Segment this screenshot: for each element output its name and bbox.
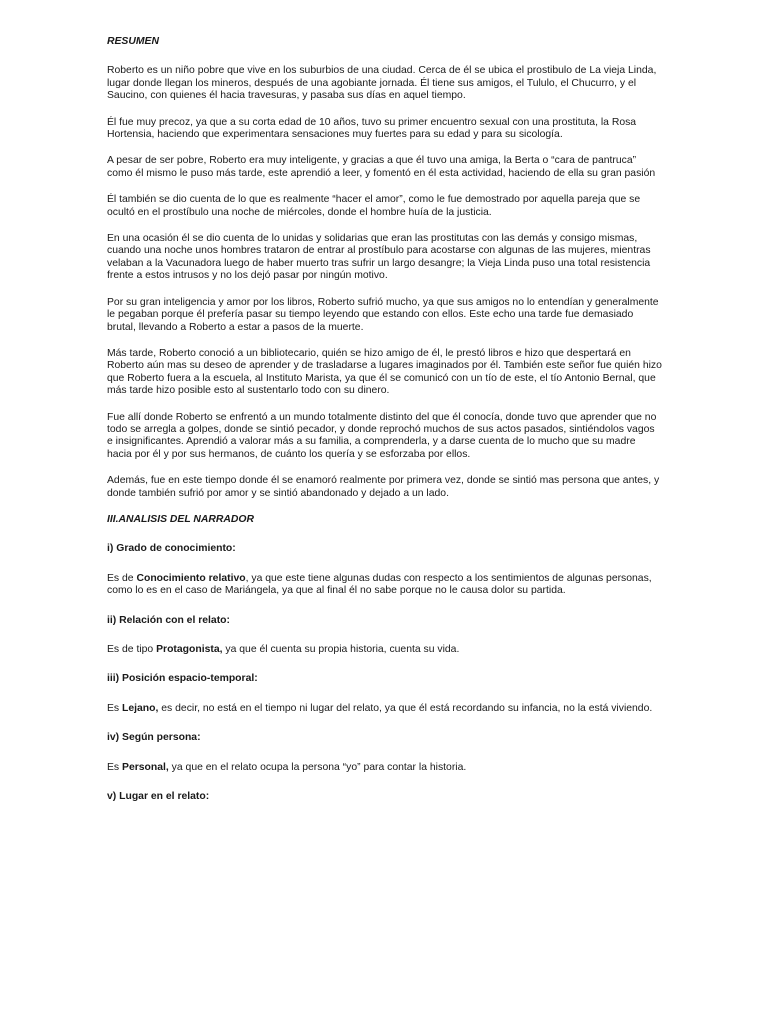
summary-paragraph: En una ocasión él se dio cuenta de lo unidas y solidarias que eran las prostitutas con las demás y consigo mismas, cuando una noche unos hombres trataron de entrar al prostíbulo para acostarse con algunas de las mujeres, mientras velaban a la Vacunadora luego de haber muerto tras sufrir un largo desangre; la Vieja Linda puso una total resistencia frente a estos intrusos y no los dejó pasar por ningún motivo.: [107, 233, 651, 282]
summary-paragraph: Más tarde, Roberto conoció a un bibliotecario, quién se hizo amigo de él, le prestó libros e hizo que despertará en Roberto aún mas su deseo de aprender y de trasladarse a lugares imaginados por él. También este señor fue quién hizo que Roberto fuera a la escuela, al Instituto Marista, ya que él se comunicó con un tío de este, el tío Antonio Bernal, que más tarde hizo posible esto al sustentarlo todo con su dinero.: [107, 347, 662, 397]
answer-keyword: Lejano,: [122, 702, 159, 714]
summary-paragraph: Por su gran inteligencia y amor por los libros, Roberto sufrió mucho, ya que sus amigos no lo entendían y generalmente le pegaban porque él prefería pasar su tiempo leyendo que estando con ellos. Este echo una tarde fue demasiado brutal, llevando a Roberto a estar a pasos de la muerte.: [107, 296, 659, 333]
summary-paragraph: Fue allí donde Roberto se enfrentó a un mundo totalmente distinto del que él conocía, donde tuvo que aprender que no todo se arregla a golpes, donde se sintió pecador, y donde reprochó muchos de sus actos pasados, sintiéndolos vagos e insignificantes. Aprendió a valorar más a su familia, a comprenderla, y a darse cuenta de lo mucho que su madre hacia por él y por sus hermanos, de cuánto los quería y se esforzaba por ellos.: [107, 411, 657, 460]
summary-heading: RESUMEN: [107, 36, 159, 47]
summary-paragraph: Además, fue en este tiempo donde él se enamoró realmente por primera vez, donde se sintió mas persona que antes, y donde también sufrió por amor y se sintió abandonado y dejado a un lado.: [107, 475, 660, 499]
item-answer: [107, 762, 663, 774]
answer-keyword: Protagonista,: [156, 644, 223, 655]
item-heading: iv) Según persona:: [107, 732, 201, 744]
answer-text: ya que en el relato ocupa la persona “yo” para contar la historia.: [168, 761, 467, 773]
answer-prefix: Es: [107, 702, 123, 714]
answer-prefix: Es: [107, 761, 123, 773]
answer-text: ya que él cuenta su propia historia, cuenta su vida.: [222, 644, 460, 655]
answer-keyword: Personal,: [122, 761, 169, 773]
summary-paragraph: Roberto es un niño pobre que vive en los suburbios de una ciudad. Cerca de él se ubica el prostibulo de La vieja Linda, lugar donde llegan los mineros, después de una agobiante jornada. Él tiene sus amigos, el Tululo, el Chucurro, y el Saucino, con quienes él hacia travesuras, y pasaba sus días en aquel tiempo.: [107, 65, 657, 102]
section-heading: III.ANALISIS DEL NARRADOR: [107, 513, 255, 525]
answer-text: , ya que este tiene algunas dudas con respecto a los sentimientos de algunas personas, como lo es en el caso de Mariángela, ya que al final él no sabe porque no le causa dolor su partida.: [107, 572, 652, 597]
item-answer: [107, 573, 663, 598]
item-heading: iii) Posición espacio-temporal:: [107, 673, 258, 685]
answer-prefix: Es de: [107, 572, 137, 584]
answer-prefix: Es de tipo: [107, 644, 157, 655]
summary-paragraph: Él también se dio cuenta de lo que es realmente “hacer el amor”, como le fue demostrado por aquella pareja que se ocultó en el prostíbulo una noche de miércoles, donde el hombre huía de la justicia.: [107, 194, 641, 218]
item-answer: [107, 703, 663, 715]
summary-paragraph: A pesar de ser pobre, Roberto era muy inteligente, y gracias a que él tuvo una amiga, la Berta o “cara de pantruca” como él mismo le puso más tarde, este aprendió a leer, y fomentó en él esta actividad, haciendo de ella su gran pasión: [107, 155, 656, 179]
document-page: [107, 36, 663, 820]
item-heading: i) Grado de conocimiento:: [107, 543, 236, 555]
summary-paragraph: Él fue muy precoz, ya que a su corta edad de 10 años, tuvo su primer encuentro sexual con una prostituta, la Rosa Hortensia, haciendo que experimentara sensaciones muy fuertes para su edad y para su sicología.: [107, 116, 637, 141]
item-heading: v) Lugar en el relato:: [107, 791, 210, 803]
answer-text: es decir, no está en el tiempo ni lugar del relato, ya que él está recordando su infancia, no la está viviendo.: [158, 702, 653, 714]
item-heading: ii) Relación con el relato:: [107, 614, 230, 626]
answer-keyword: Conocimiento relativo: [136, 572, 246, 584]
item-answer: [107, 644, 663, 656]
